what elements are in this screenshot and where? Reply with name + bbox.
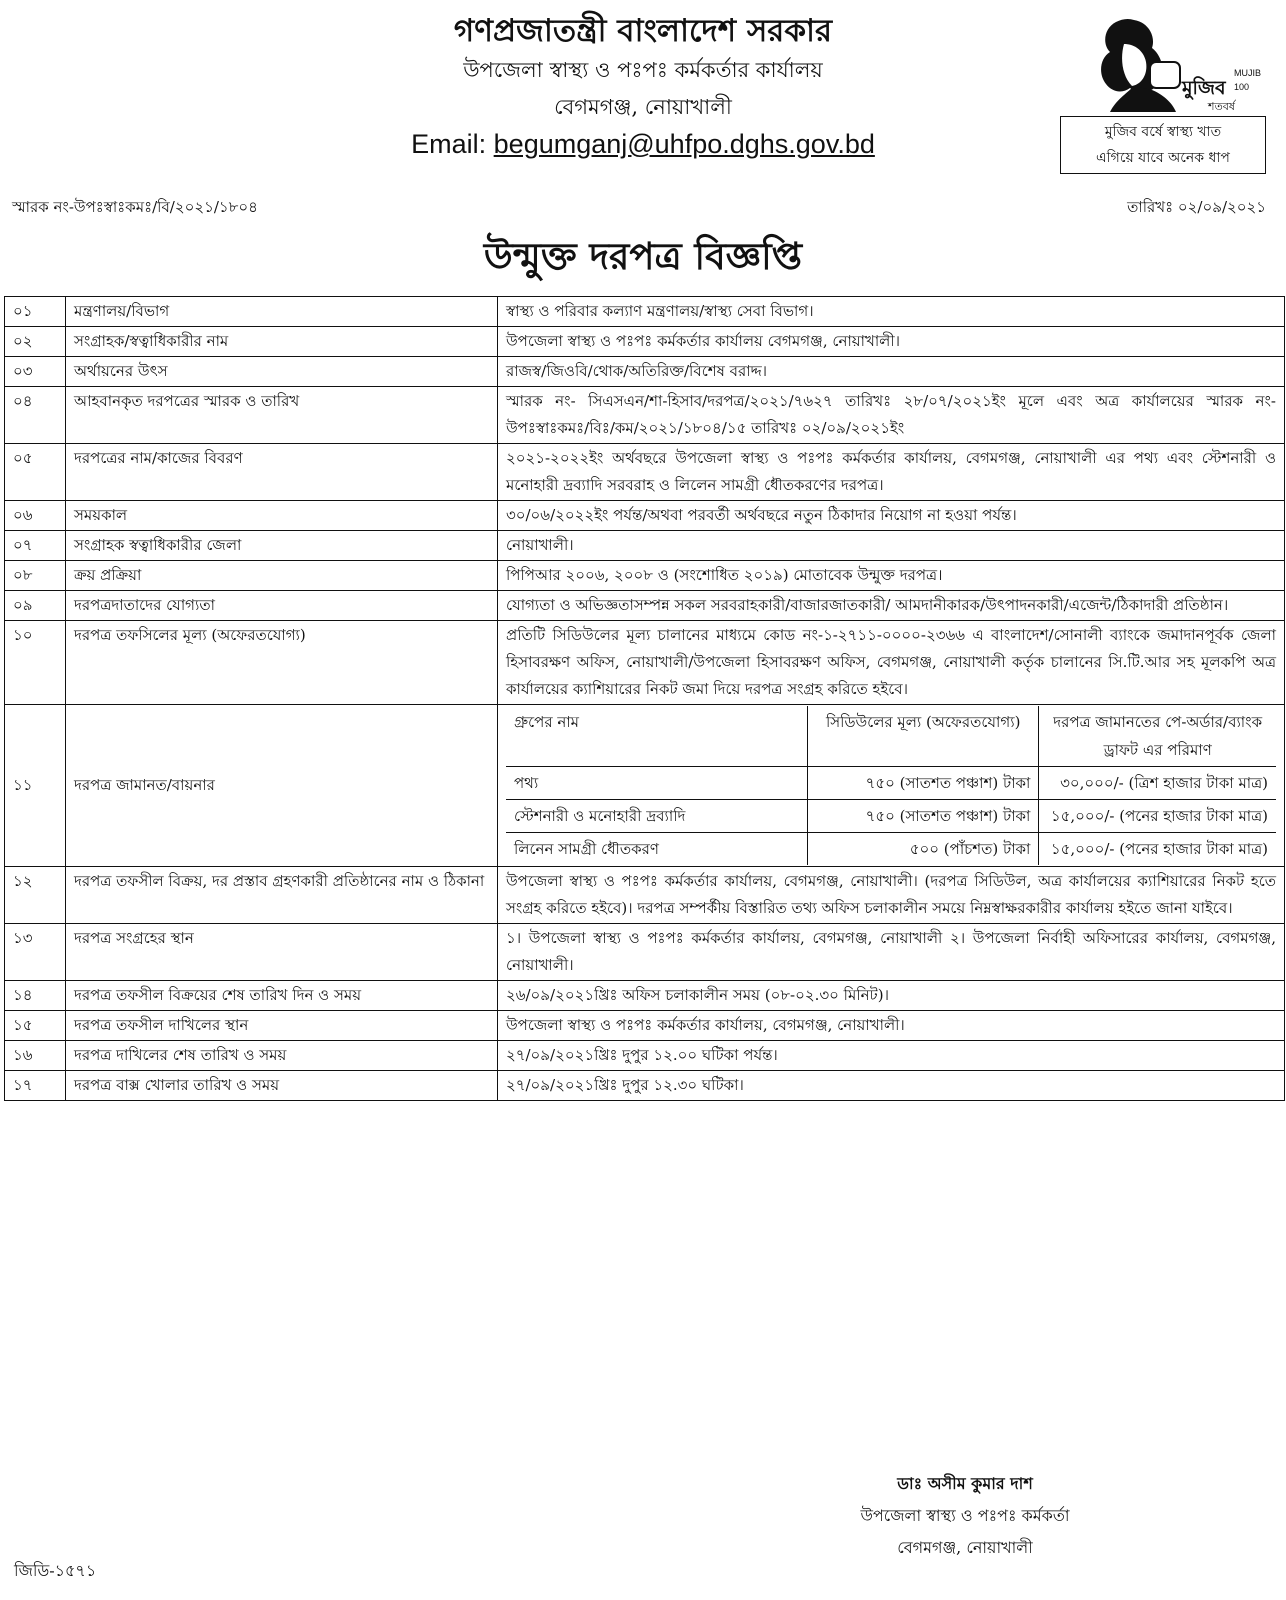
row-number: ১৫ <box>5 1011 66 1041</box>
group-row <box>506 833 1276 866</box>
logo-mujib-text: মুজিব <box>1182 77 1226 99</box>
row-number: ০৩ <box>5 357 66 387</box>
table-row <box>5 1011 1285 1041</box>
row-label: অর্থায়নের উৎস <box>66 357 498 387</box>
row-value: ২৭/০৯/২০২১খ্রিঃ দুপুর ১২.০০ ঘটিকা পর্যন্ত। <box>498 1041 1285 1071</box>
signature-block <box>800 1468 1130 1564</box>
row-label: সংগ্রাহক/স্বত্বাধিকারীর নাম <box>66 327 498 357</box>
table-row <box>5 387 1285 444</box>
row-value: স্বাস্থ্য ও পরিবার কল্যাণ মন্ত্রণালয়/স্বাস্থ্য সেবা বিভাগ। <box>498 297 1285 327</box>
row-value: উপজেলা স্বাস্থ্য ও পঃপঃ কর্মকর্তার কার্যালয়, বেগমগঞ্জ, নোয়াখালী। <box>498 1011 1285 1041</box>
row-value: ২৭/০৯/২০২১খ্রিঃ দুপুর ১২.৩০ ঘটিকা। <box>498 1071 1285 1101</box>
group-header-row <box>506 706 1276 767</box>
row-number: ১৭ <box>5 1071 66 1101</box>
signatory-name: ডাঃ অসীম কুমার দাশ <box>897 1474 1033 1493</box>
logo-shatabarsha-text: শতবর্ষ <box>1208 100 1235 113</box>
row-value: উপজেলা স্বাস্থ্য ও পঃপঃ কর্মকর্তার কার্যালয়, বেগমগঞ্জ, নোয়াখালী। (দরপত্র সিডিউল, অত্র কার্যালয়ের ক্যাশিয়ারের নিকট হতে সংগ্রহ করিতে হইবে)। দরপত্র সম্পর্কীয় বিস্তারিত তথ্য অফিস চলাকালীন সময়ে নিম্নস্বাক্ষরকারীর কার্যালয় হইতে জানা যাইবে। <box>498 867 1285 924</box>
row-number: ০৪ <box>5 387 66 444</box>
row-number: ১৩ <box>5 924 66 981</box>
group-name: পথ্য <box>506 767 808 800</box>
gd-number: জিডি-১৫৭১ <box>14 1561 97 1580</box>
group-row <box>506 767 1276 800</box>
row-number: ০৯ <box>5 591 66 621</box>
signatory-place: বেগমগঞ্জ, নোয়াখালী <box>897 1538 1033 1557</box>
group-header-security: দরপত্র জামানতের পে-অর্ডার/ব্যাংক ড্রাফট এর পরিমাণ <box>1039 706 1276 767</box>
office-name: উপজেলা স্বাস্থ্য ও পঃপঃ কর্মকর্তার কার্যালয় <box>463 58 823 82</box>
office-place: বেগমগঞ্জ, নোয়াখালী <box>554 95 732 119</box>
table-row <box>5 501 1285 531</box>
email-label: Email: <box>411 129 487 159</box>
row-value: ২০২১-২০২২ইং অর্থবছরে উপজেলা স্বাস্থ্য ও পঃপঃ কর্মকর্তার কার্যালয়, বেগমগঞ্জ, নোয়াখালী এর পথ্য এবং স্টেশনারী ও মনোহারী দ্রব্যাদি সরবরাহ ও লিলেন সামগ্রী ধৌতকরণের দরপত্র। <box>498 444 1285 501</box>
notice-date: তারিখঃ ০২/০৯/২০২১ <box>1127 198 1266 216</box>
row-value: ২৬/০৯/২০২১খ্রিঃ অফিস চলাকালীন সময় (০৮-০২.৩০ মিনিট)। <box>498 981 1285 1011</box>
group-name: স্টেশনারী ও মনোহারী দ্রব্যাদি <box>506 800 808 833</box>
group-header-price: সিডিউলের মূল্য (অফেরতযোগ্য) <box>808 706 1039 767</box>
group-table-cell <box>498 705 1285 867</box>
group-header-name: গ্রুপের নাম <box>506 706 808 767</box>
row-value: যোগ্যতা ও অভিজ্ঞতাসম্পন্ন সকল সরবরাহকারী/বাজারজাতকারী/ আমদানীকারক/উৎপাদনকারী/এজেন্ট/ঠিকাদারী প্রতিষ্ঠান। <box>498 591 1285 621</box>
security-deposit-row <box>5 705 1285 867</box>
row-value: পিপিআর ২০০৬, ২০০৮ ও (সংশোধিত ২০১৯) মোতাবেক উন্মুক্ত দরপত্র। <box>498 561 1285 591</box>
table-row <box>5 327 1285 357</box>
row-label: দরপত্রদাতাদের যোগ্যতা <box>66 591 498 621</box>
table-row <box>5 444 1285 501</box>
row-number: ০১ <box>5 297 66 327</box>
table-row <box>5 924 1285 981</box>
row-value: রাজস্ব/জিওবি/থোক/অতিরিক্ত/বিশেষ বরাদ্দ। <box>498 357 1285 387</box>
table-row <box>5 561 1285 591</box>
row-label: মন্ত্রণালয়/বিভাগ <box>66 297 498 327</box>
row-label: দরপত্র তফসীল বিক্রয়ের শেষ তারিখ দিন ও সময় <box>66 981 498 1011</box>
group-security: ১৫,০০০/- (পনের হাজার টাকা মাত্র) <box>1039 833 1276 866</box>
row-label: দরপত্র বাক্স খোলার তারিখ ও সময় <box>66 1071 498 1101</box>
table-row <box>5 531 1285 561</box>
row-label: দরপত্র জামানত/বায়নার <box>66 705 498 867</box>
row-label: আহবানকৃত দরপত্রের স্মারক ও তারিখ <box>66 387 498 444</box>
row-label: সময়কাল <box>66 501 498 531</box>
row-number: ০৬ <box>5 501 66 531</box>
mujib-100-logo <box>1096 14 1272 114</box>
group-name: লিনেন সামগ্রী ধৌতকরণ <box>506 833 808 866</box>
row-number: ১৬ <box>5 1041 66 1071</box>
row-label: দরপত্র সংগ্রহের স্থান <box>66 924 498 981</box>
group-row <box>506 800 1276 833</box>
row-label: দরপত্রের নাম/কাজের বিবরণ <box>66 444 498 501</box>
mujib-year-slogan-box <box>1060 116 1266 174</box>
row-number: ১৪ <box>5 981 66 1011</box>
email-address[interactable]: begumganj@uhfpo.dghs.gov.bd <box>493 129 875 159</box>
slogan-line-1: মুজিব বর্ষে স্বাস্থ্য খাত <box>1104 124 1222 140</box>
row-value: ১। উপজেলা স্বাস্থ্য ও পঃপঃ কর্মকর্তার কার্যালয়, বেগমগঞ্জ, নোয়াখালী ২। উপজেলা নির্বাহী অফিসারের কার্যালয়, বেগমগঞ্জ, নোয়াখালী। <box>498 924 1285 981</box>
group-security-table <box>506 706 1276 865</box>
row-value: ৩০/০৬/২০২২ইং পর্যন্ত/অথবা পরবর্তী অর্থবছরে নতুন ঠিকাদার নিয়োগ না হওয়া পর্যন্ত। <box>498 501 1285 531</box>
table-row <box>5 357 1285 387</box>
row-value: স্মারক নং- সিএসএন/শা-হিসাব/দরপত্র/২০২১/৭৬২৭ তারিখঃ ২৮/০৭/২০২১ইং মূলে এবং অত্র কার্যালয়ের স্মারক নং-উপঃস্বাঃকমঃ/বিঃ/কম/২০২১/১৮০৪/১৫ তারিখঃ ০২/০৯/২০২১ইং <box>498 387 1285 444</box>
group-price: ৭৫০ (সাতশত পঞ্চাশ) টাকা <box>808 767 1039 800</box>
table-row <box>5 981 1285 1011</box>
table-row <box>5 297 1285 327</box>
table-row <box>5 591 1285 621</box>
table-row <box>5 1041 1285 1071</box>
row-label: সংগ্রাহক স্বত্বাধিকারীর জেলা <box>66 531 498 561</box>
table-row <box>5 867 1285 924</box>
row-label: দরপত্র দাখিলের শেষ তারিখ ও সময় <box>66 1041 498 1071</box>
row-number: ১১ <box>5 705 66 867</box>
government-name: গণপ্রজাতন্ত্রী বাংলাদেশ সরকার <box>453 13 833 49</box>
row-number: ০৮ <box>5 561 66 591</box>
row-label: দরপত্র তফসীল বিক্রয়, দর প্রস্তাব গ্রহণকারী প্রতিষ্ঠানের নাম ও ঠিকানা <box>66 867 498 924</box>
row-number: ০৫ <box>5 444 66 501</box>
group-price: ৫০০ (পাঁচশত) টাকা <box>808 833 1039 866</box>
group-security: ১৫,০০০/- (পনের হাজার টাকা মাত্র) <box>1039 800 1276 833</box>
table-row <box>5 1071 1285 1101</box>
row-value: নোয়াখালী। <box>498 531 1285 561</box>
memo-number: স্মারক নং-উপঃস্বাঃকমঃ/বি/২০২১/১৮০৪ <box>12 198 258 216</box>
group-price: ৭৫০ (সাতশত পঞ্চাশ) টাকা <box>808 800 1039 833</box>
row-value: প্রতিটি সিডিউলের মূল্য চালানের মাধ্যমে কোড নং-১-২৭১১-০০০০-২৩৬৬ এ বাংলাদেশ/সোনালী ব্যাংকে জমাদানপূর্বক জেলা হিসাবরক্ষণ অফিস, নোয়াখালী/উপজেলা হিসাবরক্ষণ অফিস, বেগমগঞ্জ, নোয়াখালী কর্তৃক চালানের সি.টি.আর সহ মূলকপি অত্র কার্যালয়ের ক্যাশিয়ারের নিকট জমা দিয়ে দরপত্র সংগ্রহ করিতে হইবে। <box>498 621 1285 705</box>
row-number: ০২ <box>5 327 66 357</box>
row-value: উপজেলা স্বাস্থ্য ও পঃপঃ কর্মকর্তার কার্যালয় বেগমগঞ্জ, নোয়াখালী। <box>498 327 1285 357</box>
signatory-designation: উপজেলা স্বাস্থ্য ও পঃপঃ কর্মকর্তা <box>860 1506 1070 1525</box>
tender-details-table <box>4 296 1285 1101</box>
row-number: ০৭ <box>5 531 66 561</box>
row-label: দরপত্র তফসিলের মূল্য (অফেরতযোগ্য) <box>66 621 498 705</box>
group-security: ৩০,০০০/- (ত্রিশ হাজার টাকা মাত্র) <box>1039 767 1276 800</box>
logo-100-text: MUJIB 100 <box>1234 68 1261 92</box>
slogan-line-2: এগিয়ে যাবে অনেক ধাপ <box>1096 150 1230 166</box>
row-label: ক্রয় প্রক্রিয়া <box>66 561 498 591</box>
table-row <box>5 621 1285 705</box>
row-number: ১২ <box>5 867 66 924</box>
row-number: ১০ <box>5 621 66 705</box>
row-label: দরপত্র তফসীল দাখিলের স্থান <box>66 1011 498 1041</box>
notice-title: উন্মুক্ত দরপত্র বিজ্ঞপ্তি <box>483 234 803 278</box>
